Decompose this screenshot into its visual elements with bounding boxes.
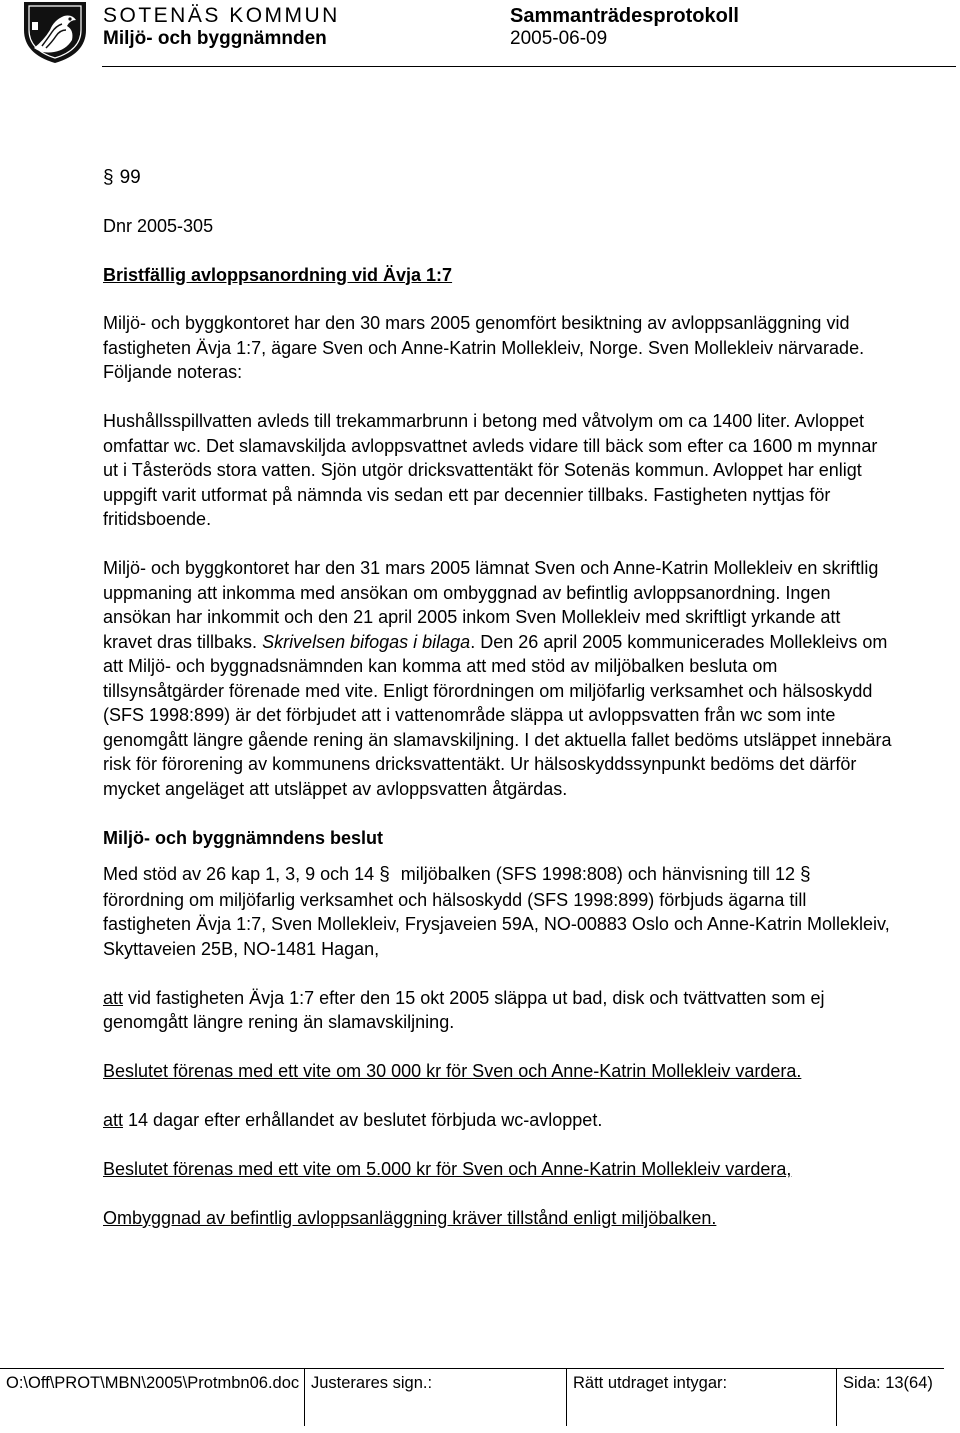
decision-intro-part-3: förordning om miljöfarlig verksamhet och hälsoskydd (SFS 1998:899) förbjuds ägarna till fastigheten Ävja 1:7, Sven Mollekleiv, Frysjaveien 59A, NO-00883 Oslo och Anne-Katrin Mollekleiv, Skyttaveien 25B, NO-1481 Hagan, xyxy=(103,889,890,959)
clause-1-text: vid fastigheten Ävja 1:7 efter den 15 okt 2005 släppa ut bad, disk och tvättvatten som ej genomgått längre rening än slamavskiljning. xyxy=(103,987,825,1032)
section-symbol: § xyxy=(800,864,811,885)
header-divider xyxy=(102,66,956,67)
fine-clause-1: Beslutet förenas med ett vite om 30 000 kr för Sven och Anne-Katrin Mollekleiv vardera. xyxy=(103,1061,802,1081)
item-title: Bristfällig avloppsanordning vid Ävja 1:7 xyxy=(103,264,453,285)
background-paragraph xyxy=(103,556,893,801)
meeting-date: 2005-06-09 xyxy=(510,28,608,49)
page-footer xyxy=(0,1368,960,1428)
fine-clause-2: Beslutet förenas med ett vite om 5.000 kr för Sven och Anne-Katrin Mollekleiv vardera, xyxy=(103,1159,792,1179)
footer-page-number: Sida: 13(64) xyxy=(836,1368,946,1426)
background-text-part-1: Miljö- och byggkontoret har den 31 mars 2005 lämnat Sven och Anne-Katrin Mollekleiv en skriftlig uppmaning att inkomma med ansökan om ombyggnad av befintlig avloppsanordning. Ingen ansökan har inkommit och den 21 april 2005 inkom Sven Mollekleiv med skriftligt yrkande att kravet dras tillbaks. xyxy=(103,558,879,652)
footer-file-path: O:\Off\PROT\MBN\2005\Protmbn06.doc xyxy=(6,1374,300,1392)
protocol-body xyxy=(103,166,893,1255)
case-number: Dnr 2005-305 xyxy=(103,216,214,236)
background-text-part-2: . Den 26 april 2005 kommunicerades Mollekleivs om att Miljö- och byggnadsnämnden kan komma att med stöd av miljöbalken besluta om tillsynsåtgärder förenade med vite. Enligt förordningen om miljöfarlig verksamhet och hälsoskydd (SFS 1998:899) är det förbjudet att i vattenområde släppa ut avloppsvatten från wc som inte genomgått längre gående rening än slamavskiljning. I det aktuella fallet bedöms utsläppet innebära risk för förorening av kommunens dricksvattentäkt. Ur hälsoskyddssynpunkt bedöms det därför mycket angeläget att utsläppet av avloppsvatten åtgärdas. xyxy=(103,631,892,799)
decision-intro-part-1: Med stöd av 26 kap 1, 3, 9 och 14 xyxy=(103,864,380,884)
organization-name: SOTENÄS KOMMUN xyxy=(103,4,340,27)
decision-clause-1 xyxy=(103,986,893,1035)
attachment-note: Skrivelsen bifogas i bilaga xyxy=(262,631,471,652)
decision-heading: Miljö- och byggnämndens beslut xyxy=(103,827,384,848)
section-symbol: § xyxy=(379,864,390,885)
document-type: Sammanträdesprotokoll xyxy=(510,5,739,27)
decision-intro-part-2: miljöbalken (SFS 1998:808) och hänvisning till 12 xyxy=(395,864,800,884)
section-symbol: § xyxy=(103,167,114,188)
decision-intro xyxy=(103,862,893,961)
footer-certification-field: Rätt utdraget intygar: xyxy=(566,1368,836,1426)
page-header xyxy=(0,0,960,70)
att-keyword: att xyxy=(103,1110,124,1130)
municipal-coat-of-arms-logo xyxy=(20,0,90,64)
footer-signature-field: Justerares sign.: xyxy=(304,1368,566,1426)
paragraph-number xyxy=(103,166,893,190)
decision-clause-2 xyxy=(103,1108,893,1133)
clause-2-text: 14 dagar efter erhållandet av beslutet förbjuda wc-avloppet. xyxy=(123,1110,603,1130)
att-keyword: att xyxy=(103,987,124,1008)
department-name: Miljö- och byggnämnden xyxy=(103,28,327,49)
permit-requirement: Ombyggnad av befintlig avloppsanläggning kräver tillstånd enligt miljöbalken. xyxy=(103,1208,717,1228)
item-number: 99 xyxy=(119,167,141,188)
inspection-paragraph: Miljö- och byggkontoret har den 30 mars 2005 genomfört besiktning av avloppsanläggning vid fastigheten Ävja 1:7, ägare Sven och Anne-Katrin Mollekleiv, Norge. Sven Mollekleiv närvarade. Följande noteras: xyxy=(103,313,865,382)
findings-paragraph: Hushållsspillvatten avleds till trekammarbrunn i betong med våtvolym om ca 1400 liter. Avloppet omfattar wc. Det slamavskiljda avloppsvattnet avleds vidare till bäck som efter ca 1600 m mynnar ut i Tåsteröds stora vatten. Sjön utgör dricksvattentäkt för Sotenäs kommun. Avloppet har enligt uppgift varit utformat på nämnda vis sedan ett par decennier tillbaks. Fastigheten nyttjas för fritidsboende. xyxy=(103,411,878,529)
